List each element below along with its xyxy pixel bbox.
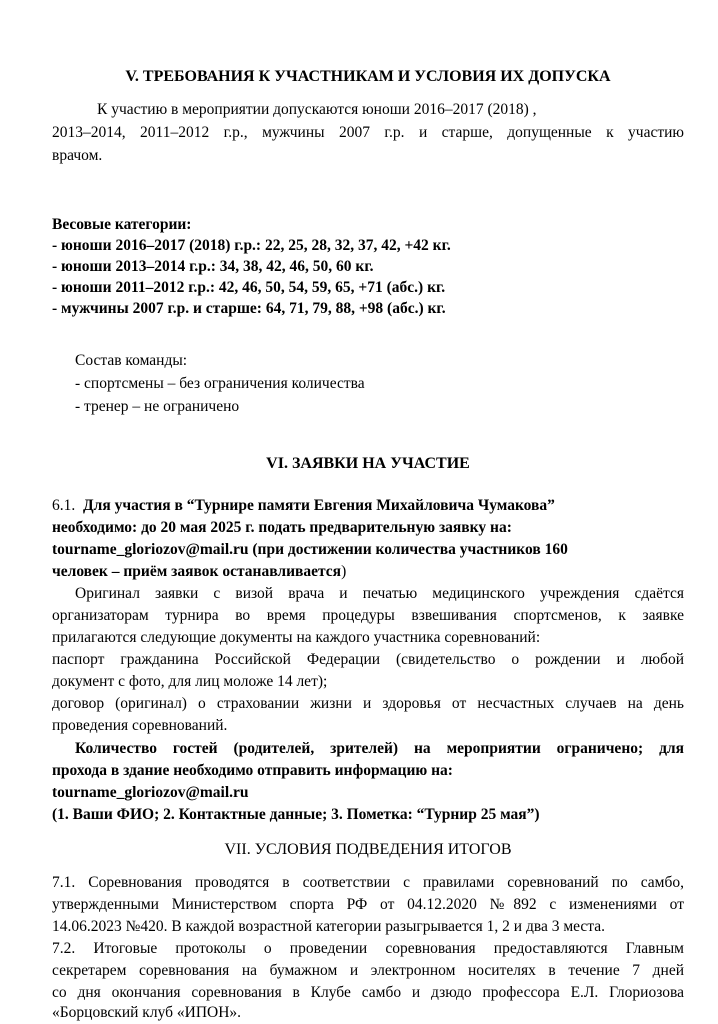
item-6-1	[52, 496, 555, 516]
team-title: Состав команды:	[75, 352, 188, 369]
team-line-1: - спортсмены – без ограничения количества	[75, 375, 365, 392]
section-5-para-line-1: К участию в мероприятии допускаются юноши 2016–2017 (2018) ,	[97, 101, 537, 118]
item-7-line-3: 14.06.2023 №420. В каждой возрастной категории разыгрывается 1, 2 и два 3 места.	[52, 918, 606, 935]
item-6-para-3-line-4: (1. Ваши ФИО; 2. Контактные данные; 3. Пометка: “Турнир 25 мая”)	[52, 806, 540, 823]
item-7-line-5: секретарем соревнования на бумажном и электронном носителях в течение 7 дней	[52, 962, 684, 979]
item-6-para-2-line-4: паспорт гражданина Российской Федерации (свидетельство о рождении и любой	[52, 651, 684, 668]
section-5-title: V. ТРЕБОВАНИЯ К УЧАСТНИКАМ И УСЛОВИЯ ИХ ДОПУСКА	[125, 68, 611, 85]
weights-line-4: - мужчины 2007 г.р. и старше: 64, 71, 79, 88, +98 (абс.) кг.	[52, 300, 446, 317]
item-6-1-line-4-tail: )	[341, 563, 347, 580]
item-6-para-2-line-1: Оригинал заявки с визой врача и печатью медицинского учреждения сдаётся	[75, 585, 684, 602]
item-7-line-2: утвержденными Министерством спорта РФ от 04.12.2020 №892 с изменениями от	[52, 896, 684, 913]
item-6-para-3-email: tourname_gloriozov@mail.ru	[52, 784, 249, 801]
item-6-para-2-line-3: прилагаются следующие документы на каждого участника соревнований:	[52, 629, 541, 646]
item-7-line-6: со дня окончания соревнования в Клубе самбо и дзюдо профессора Е.Л. Глориозова	[52, 984, 684, 1001]
item-7-line-1: 7.1. Соревнования проводятся в соответствии с правилами соревнований по самбо,	[52, 874, 684, 891]
item-6-1-number: 6.1.	[52, 497, 76, 514]
item-6-1-line-3: tourname_gloriozov@mail.ru (при достижении количества участников 160	[52, 541, 568, 558]
item-6-para-2-line-5: документ с фото, для лиц моложе 14 лет);	[52, 673, 328, 690]
item-6-para-2-line-2: организаторам турнира во время процедуры взвешивания спортсменов, к заявке	[52, 607, 684, 624]
weights-line-2: - юноши 2013–2014 г.р.: 34, 38, 42, 46, 50, 60 кг.	[52, 258, 374, 275]
weights-title: Весовые категории:	[52, 216, 192, 233]
item-6-1-line-4	[52, 562, 684, 582]
section-5-para-line-3: врачом.	[52, 147, 103, 164]
weights-line-1: - юноши 2016–2017 (2018) г.р.: 22, 25, 28, 32, 37, 42, +42 кг.	[52, 237, 451, 254]
item-6-para-2-line-7: проведения соревнований.	[52, 717, 228, 734]
item-6-1-line-4-bold: человек – приём заявок останавливается	[52, 563, 342, 580]
weights-line-3: - юноши 2011–2012 г.р.: 42, 46, 50, 54, 59, 65, +71 (абс.) кг.	[52, 279, 446, 296]
item-7-line-7: «Борцовский клуб «ИПОН».	[52, 1004, 242, 1021]
team-line-2: - тренер – не ограничено	[75, 398, 240, 415]
item-6-para-3-line-1: Количество гостей (родителей, зрителей) на мероприятии ограничено; для	[75, 740, 684, 757]
item-6-para-3-line-2: прохода в здание необходимо отправить информацию на:	[52, 762, 453, 779]
item-6-para-2-line-6: договор (оригинал) о страховании жизни и здоровья от несчастных случаев на день	[52, 695, 684, 712]
item-7-line-4: 7.2. Итоговые протоколы о проведении соревнования предоставляются Главным	[52, 940, 684, 957]
item-6-1-line-1: Для участия в “Турнире памяти Евгения Михайловича Чумакова”	[83, 497, 555, 514]
section-5-para-line-2: 2013–2014, 2011–2012 г.р., мужчины 2007 г.р. и старше, допущенные к участию	[52, 124, 684, 141]
item-6-1-line-2: необходимо: до 20 мая 2025 г. подать предварительную заявку на:	[52, 519, 512, 536]
section-7-title: VII. УСЛОВИЯ ПОДВЕДЕНИЯ ИТОГОВ	[224, 841, 512, 858]
section-6-title: VI. ЗАЯВКИ НА УЧАСТИЕ	[266, 455, 470, 472]
